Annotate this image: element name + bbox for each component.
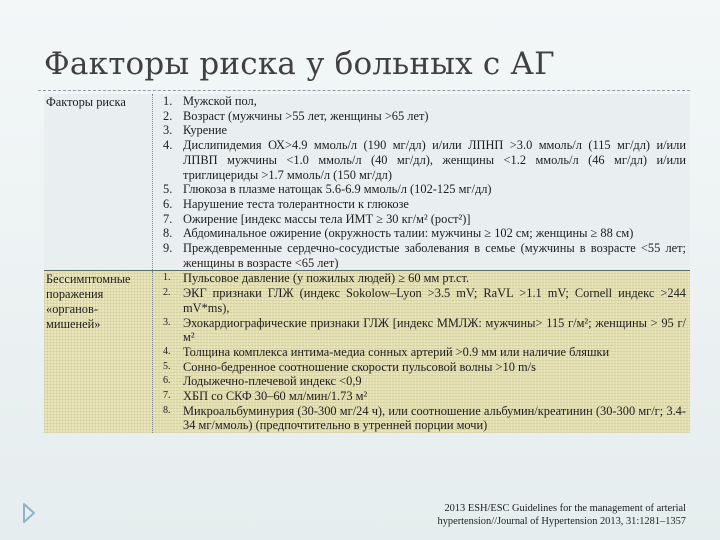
list-item bbox=[153, 389, 690, 404]
list-item bbox=[153, 197, 690, 212]
item-number: 3. bbox=[163, 316, 171, 328]
item-number: 2. bbox=[163, 287, 171, 299]
list-item bbox=[153, 345, 690, 360]
item-text: Эхокардиографические признаки ГЛЖ [индекс ММЛЖ: мужчины> 115 г/м²; женщины > 95 г/м² bbox=[183, 315, 686, 345]
item-text: Лодыжечно-плечевой индекс <0,9 bbox=[183, 374, 362, 389]
item-number: 6. bbox=[163, 196, 173, 211]
target-organ-label: Бессимптомные поражения «органов-мишеней» bbox=[44, 271, 153, 433]
item-text: Ожирение [индекс массы тела ИМТ ≥ 30 кг/м² (рост²)] bbox=[183, 211, 471, 226]
item-text: Абдоминальное ожирение (окружность талии: мужчины ≥ 102 см; женщины ≥ 88 см) bbox=[183, 226, 634, 241]
item-number: 8. bbox=[163, 404, 171, 416]
risk-factors-table bbox=[44, 94, 690, 433]
item-text: Микроальбуминурия (30-300 мг/24 ч), или соотношение альбумин/креатинин (30-300 мг/г; 3.4-34 мг/ммоль) (предпочтительно в утренней порции мочи) bbox=[183, 403, 686, 433]
item-number: 7. bbox=[163, 211, 173, 226]
item-text: Сонно-бедренное соотношение скорости пульсовой волны >10 m/s bbox=[183, 359, 536, 374]
list-item bbox=[153, 212, 690, 227]
list-item bbox=[153, 123, 690, 138]
list-item bbox=[153, 374, 690, 389]
item-text: Мужской пол, bbox=[183, 94, 257, 108]
list-item bbox=[153, 271, 690, 286]
item-text: ХБП со СКФ 30–60 мл/мин/1.73 м² bbox=[183, 389, 368, 404]
item-text: Пульсовое давление (у пожилых людей) ≥ 60 мм рт.ст. bbox=[183, 271, 470, 286]
item-text: ЭКГ признаки ГЛЖ (индекс Sokolow–Lyon >3.5 mV; RaVL >1.1 mV; Cornell индекс >244 mV*ms), bbox=[183, 286, 686, 315]
target-organ-list bbox=[153, 271, 691, 433]
item-number: 5. bbox=[163, 182, 173, 197]
item-text: Возраст (мужчины >55 лет, женщины >65 лет) bbox=[183, 108, 429, 123]
list-item bbox=[153, 138, 690, 182]
item-number: 3. bbox=[163, 123, 173, 138]
slide-title: Факторы риска у больных с АГ bbox=[44, 46, 555, 82]
list-item bbox=[153, 182, 690, 197]
item-number: 9. bbox=[163, 241, 173, 256]
item-text: Нарушение теста толерантности к глюкозе bbox=[183, 196, 409, 211]
item-number: 1. bbox=[163, 272, 171, 284]
play-triangle-icon bbox=[22, 502, 36, 524]
list-item bbox=[153, 94, 690, 109]
item-number: 8. bbox=[163, 226, 173, 241]
item-text: Глюкоза в плазме натощак 5.6-6.9 ммоль/л (102-125 мг/дл) bbox=[183, 182, 492, 197]
risk-factors-list bbox=[153, 94, 691, 271]
source-line-1: 2013 ESH/ESC Guidelines for the management of arterial bbox=[444, 503, 686, 514]
item-number: 2. bbox=[163, 108, 173, 123]
list-item bbox=[153, 241, 690, 270]
risk-factors-row bbox=[44, 94, 690, 271]
list-item bbox=[153, 316, 690, 345]
item-number: 6. bbox=[163, 375, 171, 387]
list-item bbox=[153, 286, 690, 315]
title-divider bbox=[38, 90, 690, 91]
item-number: 4. bbox=[163, 138, 173, 153]
list-item bbox=[153, 360, 690, 375]
target-organ-row bbox=[44, 271, 690, 433]
item-number: 4. bbox=[163, 345, 171, 357]
item-text: Толщина комплекса интима-медиа сонных артерий >0.9 мм или наличие бляшки bbox=[183, 344, 610, 359]
list-item bbox=[153, 404, 690, 433]
source-line-2: hypertension//Journal of Hypertension 2013, 31:1281–1357 bbox=[437, 515, 686, 527]
item-number: 5. bbox=[163, 360, 171, 372]
source-citation bbox=[386, 503, 686, 528]
item-text: Дислипидемия ОХ>4.9 ммоль/л (190 мг/дл) и/или ЛПНП >3.0 ммоль/л (115 мг/дл) и/или ЛПВП мужчины <1.0 ммоль/л (40 мг/дл), женщины <1.2 ммоль/л (46 мг/дл) и/или триглицериды >1.7 ммоль/л (150 мг/дл) bbox=[183, 138, 686, 182]
list-item bbox=[153, 109, 690, 124]
item-number: 1. bbox=[163, 94, 173, 108]
list-item bbox=[153, 226, 690, 241]
item-text: Преждевременные сердечно-сосудистые заболевания в семье (мужчины в возрасте <55 лет; женщины в возрасте <65 лет) bbox=[183, 241, 686, 270]
item-number: 7. bbox=[163, 390, 171, 402]
risk-factors-label: Факторы риска bbox=[44, 94, 153, 271]
item-text: Курение bbox=[183, 123, 227, 138]
